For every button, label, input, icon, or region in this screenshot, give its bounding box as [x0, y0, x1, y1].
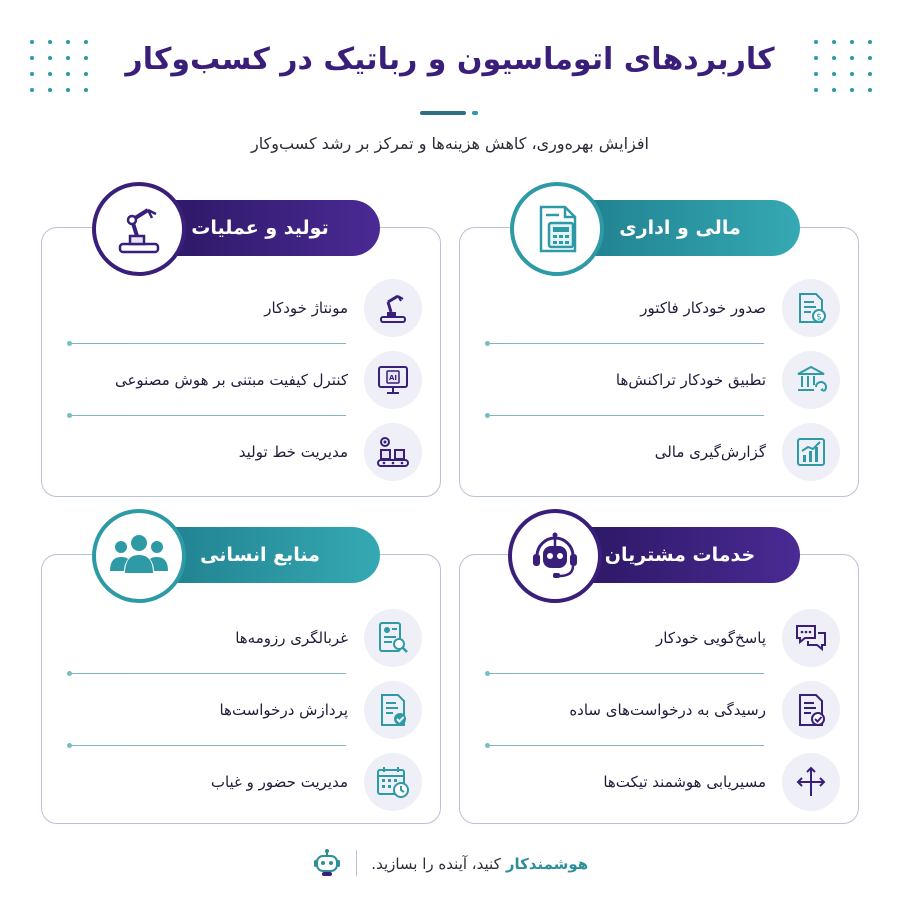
- list-item-label: مسیریابی هوشمند تیکت‌ها: [603, 773, 766, 791]
- calendar-clock-icon: [364, 753, 422, 811]
- list-item: [480, 680, 840, 740]
- list-item: [62, 422, 422, 482]
- footer-slogan: [371, 854, 588, 873]
- list-item-label: پاسخ‌گویی خودکار: [656, 629, 766, 647]
- divider: [70, 415, 346, 416]
- support-bot-icon: [525, 526, 585, 586]
- list-item: [480, 752, 840, 812]
- list-item-label: رسیدگی به درخواست‌های ساده: [569, 701, 766, 719]
- routing-arrows-icon: [782, 753, 840, 811]
- hr-title: منابع انسانی: [200, 544, 320, 566]
- list-item: [62, 278, 422, 338]
- robot-logo-icon: [312, 848, 342, 878]
- title-underline: [420, 111, 466, 115]
- list-item-label: مونتاژ خودکار: [264, 299, 348, 317]
- production-title: تولید و عملیات: [191, 217, 329, 239]
- bar-chart-icon: [782, 423, 840, 481]
- request-document-icon: [364, 681, 422, 739]
- footer-divider: [356, 850, 358, 876]
- list-item: [62, 350, 422, 410]
- list-item: [62, 608, 422, 668]
- finance-header-icon: [510, 182, 604, 276]
- divider: [70, 673, 346, 674]
- list-item: [62, 680, 422, 740]
- svg-text:$: $: [816, 312, 822, 323]
- divider: [70, 745, 346, 746]
- list-item: [480, 350, 840, 410]
- calculator-document-icon: [529, 201, 585, 257]
- bank-sync-icon: [782, 351, 840, 409]
- hr-header-icon: [92, 509, 186, 603]
- footer-brand: هوشمندکار: [505, 854, 589, 873]
- list-item-label: تطبیق خودکار تراکنش‌ها: [615, 371, 766, 389]
- team-icon: [108, 531, 170, 581]
- list-item: [62, 752, 422, 812]
- customer-service-title: خدمات مشتریان: [604, 544, 756, 566]
- list-item: [480, 278, 840, 338]
- list-item-label: پردازش درخواست‌ها: [219, 701, 348, 719]
- list-item-label: گزارش‌گیری مالی: [654, 443, 766, 461]
- divider: [70, 343, 346, 344]
- list-item-label: مدیریت حضور و غیاب: [210, 773, 348, 791]
- svg-text:AI: AI: [388, 374, 398, 382]
- footer-tagline: کنید، آینده را بسازید.: [371, 854, 501, 873]
- divider: [488, 745, 764, 746]
- list-item-label: مدیریت خط تولید: [238, 443, 348, 461]
- ai-monitor-icon: [364, 351, 422, 409]
- list-item-label: صدور خودکار فاکتور: [640, 299, 766, 317]
- production-header-icon: [92, 182, 186, 276]
- divider: [488, 673, 764, 674]
- list-item: [480, 422, 840, 482]
- invoice-icon: [782, 279, 840, 337]
- checked-document-icon: [782, 681, 840, 739]
- resume-search-icon: [364, 609, 422, 667]
- list-item-label: غربالگری رزومه‌ها: [235, 629, 348, 647]
- list-item-label: کنترل کیفیت مبتنی بر هوش مصنوعی: [114, 371, 348, 389]
- footer: [0, 843, 900, 883]
- chat-bubbles-icon: [782, 609, 840, 667]
- page-subtitle: افزایش بهره‌وری، کاهش هزینه‌ها و تمرکز بر رشد کسب‌وکار: [251, 134, 649, 153]
- divider: [488, 415, 764, 416]
- page-title: کاربردهای اتوماسیون و رباتیک در کسب‌وکار: [125, 42, 775, 77]
- conveyor-icon: [364, 423, 422, 481]
- robot-arm-icon: [364, 279, 422, 337]
- finance-title: مالی و اداری: [619, 217, 741, 239]
- divider: [488, 343, 764, 344]
- list-item: [480, 608, 840, 668]
- customer-service-header-icon: [508, 509, 602, 603]
- robot-arm-icon: [110, 200, 168, 258]
